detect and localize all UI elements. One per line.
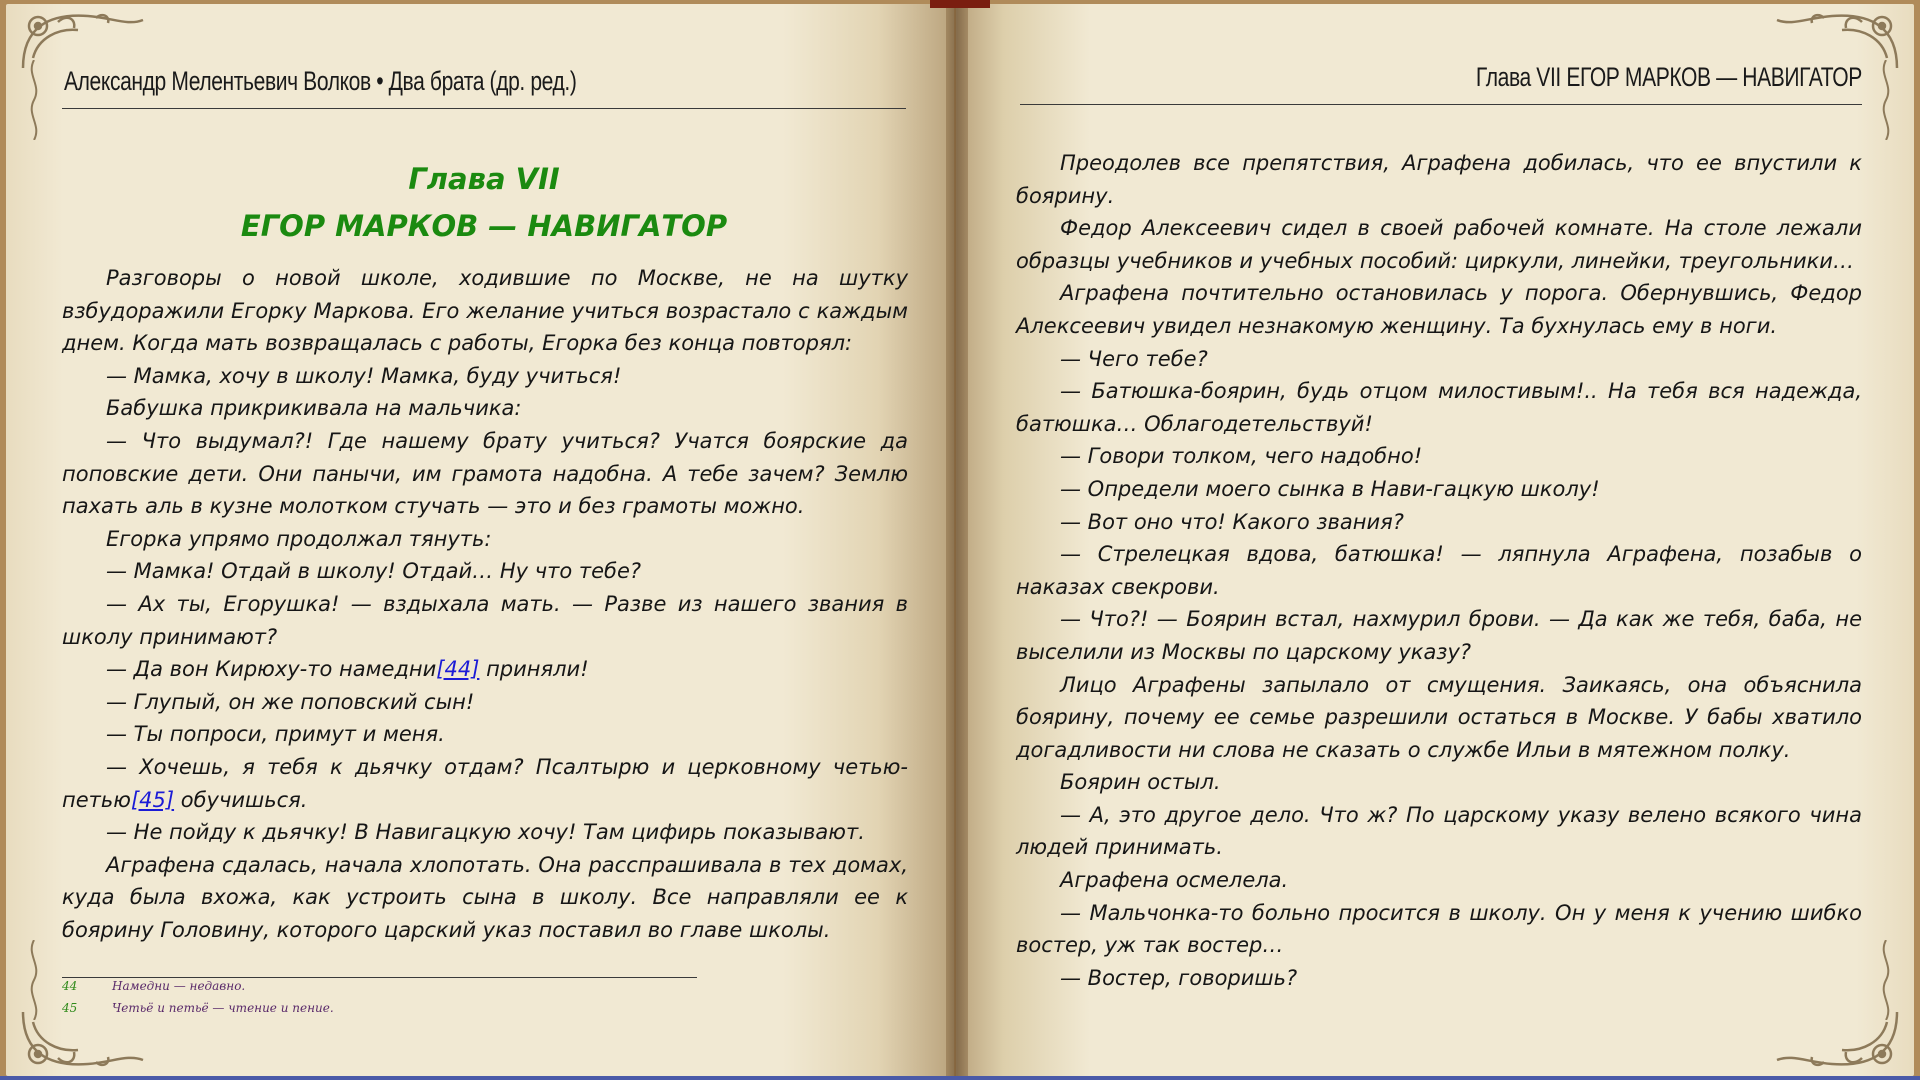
vine-ornament-icon [26, 60, 42, 140]
footnote-text: Намедни — недавно. [112, 979, 246, 993]
paragraph: — Определи моего сынка в Нави-гацкую школу! [1060, 476, 1600, 501]
paragraph-text: — Хочешь, я тебя к дьячку отдам? Псалтырю и церковному четью-петью [62, 754, 908, 812]
bottom-progress-bar [0, 1076, 1920, 1080]
chapter-number: Глава VII [408, 162, 560, 196]
paragraph-text: обучишься. [174, 787, 308, 812]
running-head-author-title: Александр Мелентьевич Волков • Два брата (др. ред.) [64, 66, 577, 96]
paragraph: Аграфена почтительно остановилась у порога. Обернувшись, Федор Алексеевич увидел незнакомую женщину. Та бухнулась ему в ноги. [1016, 281, 1862, 338]
paragraph: — Что?! — Боярин встал, нахмурил брови. — Да как же тебя, баба, не выселили из Москвы по царскому указу? [1016, 607, 1862, 664]
header-divider [1020, 104, 1862, 105]
vine-ornament-icon [1878, 60, 1894, 140]
paragraph: — Что выдумал?! Где нашему брату учиться? Учатся боярские да поповские дети. Они панычи, им грамота надобна. А тебе зачем? Землю пахать аль в кузне молотком стучать — это и без грамоты можно. [62, 428, 908, 519]
paragraph: — Чего тебе? [1060, 346, 1208, 371]
paragraph: Лицо Аграфены запылало от смущения. Заикаясь, она объяснила боярину, почему ее семье разрешили остаться в Москве. У бабы хватило догадливости ни слова не сказать о службе Ильи в мятежном полку. [1016, 672, 1862, 762]
paragraph: Бабушка прикрикивала на мальчика: [106, 396, 522, 421]
paragraph [62, 653, 908, 686]
running-head-chapter: Глава VII ЕГОР МАРКОВ — НАВИГАТОР [1475, 62, 1862, 92]
paragraph [62, 751, 908, 816]
paragraph: Аграфена сдалась, начала хлопотать. Она расспрашивала в тех домах, куда была вхожа, как устроить сына в школу. Все направляли ее к боярину Головину, которого царский указ поставил во главе школы. [62, 852, 908, 942]
right-page-text [1016, 147, 1862, 994]
left-page-text [62, 262, 908, 946]
paragraph-text: — Да вон Кирюху-то намедни [106, 657, 437, 682]
paragraph: — Говори толком, чего надобно! [1060, 444, 1423, 469]
footnote-44 [62, 979, 245, 993]
left-page [6, 4, 954, 1076]
footnote-number: 45 [62, 1001, 78, 1015]
paragraph: — Батюшка-боярин, будь отцом милостивым!.. На тебя вся надежда, батюшка… Облагодетельствуй! [1016, 379, 1862, 436]
paragraph: — Стрелецкая вдова, батюшка! — ляпнула Аграфена, позабыв о наказах свекрови. [1016, 542, 1862, 599]
paragraph: — Ах ты, Егорушка! — вздыхала мать. — Разве из нашего звания в школу принимают? [62, 591, 908, 649]
chapter-title: ЕГОР МАРКОВ — НАВИГАТОР [240, 209, 728, 243]
paragraph: — Мамка! Отдай в школу! Отдай… Ну что тебе? [106, 559, 642, 584]
footnote-divider [62, 977, 697, 978]
paragraph: — Вот оно что! Какого звания? [1060, 509, 1404, 534]
footnote-text: Четьё и петьё — чтение и пение. [112, 1001, 334, 1015]
header-divider [62, 108, 906, 109]
paragraph: — Ты попроси, примут и меня. [106, 722, 445, 747]
paragraph: — Востер, говоришь? [1060, 965, 1298, 990]
footnote-link-45[interactable]: [45] [130, 787, 175, 812]
footnote-link-44[interactable]: [44] [436, 657, 480, 682]
paragraph: — Мальчонка-то больно просится в школу. Он у меня к учению шибко востер, уж так востер… [1016, 900, 1862, 958]
paragraph: Егорка упрямо продолжал тянуть: [106, 526, 492, 551]
paragraph: Федор Алексеевич сидел в своей рабочей комнате. На столе лежали образцы учебников и учебных пособий: циркули, линейки, треугольники… [1016, 216, 1862, 273]
paragraph: — Не пойду к дьячку! В Навигацкую хочу! Там цифирь показывают. [106, 820, 865, 845]
vine-ornament-icon [1878, 940, 1894, 1020]
paragraph: — Глупый, он же поповский сын! [106, 689, 475, 714]
footnote-number: 44 [62, 979, 78, 993]
paragraph: Аграфена осмелела. [1060, 868, 1289, 893]
paragraph: Преодолев все препятствия, Аграфена добилась, что ее впустили к боярину. [1016, 151, 1862, 208]
paragraph-text: приняли! [479, 657, 589, 682]
paragraph: — А, это другое дело. Что ж? По царскому указу велено всякого чина людей принимать. [1016, 802, 1862, 860]
bookmark-ribbon [930, 0, 990, 8]
paragraph: Боярин остыл. [1060, 770, 1221, 795]
paragraph: Разговоры о новой школе, ходившие по Москве, не на шутку взбудоражили Егорку Маркова. Его желание учиться возрастало с каждым днем. Когда мать возвращалась с работы, Егорка без конца повторял: [62, 266, 908, 356]
paragraph: — Мамка, хочу в школу! Мамка, буду учиться! [106, 363, 622, 388]
vine-ornament-icon [26, 940, 42, 1020]
book-spine [946, 0, 968, 1080]
